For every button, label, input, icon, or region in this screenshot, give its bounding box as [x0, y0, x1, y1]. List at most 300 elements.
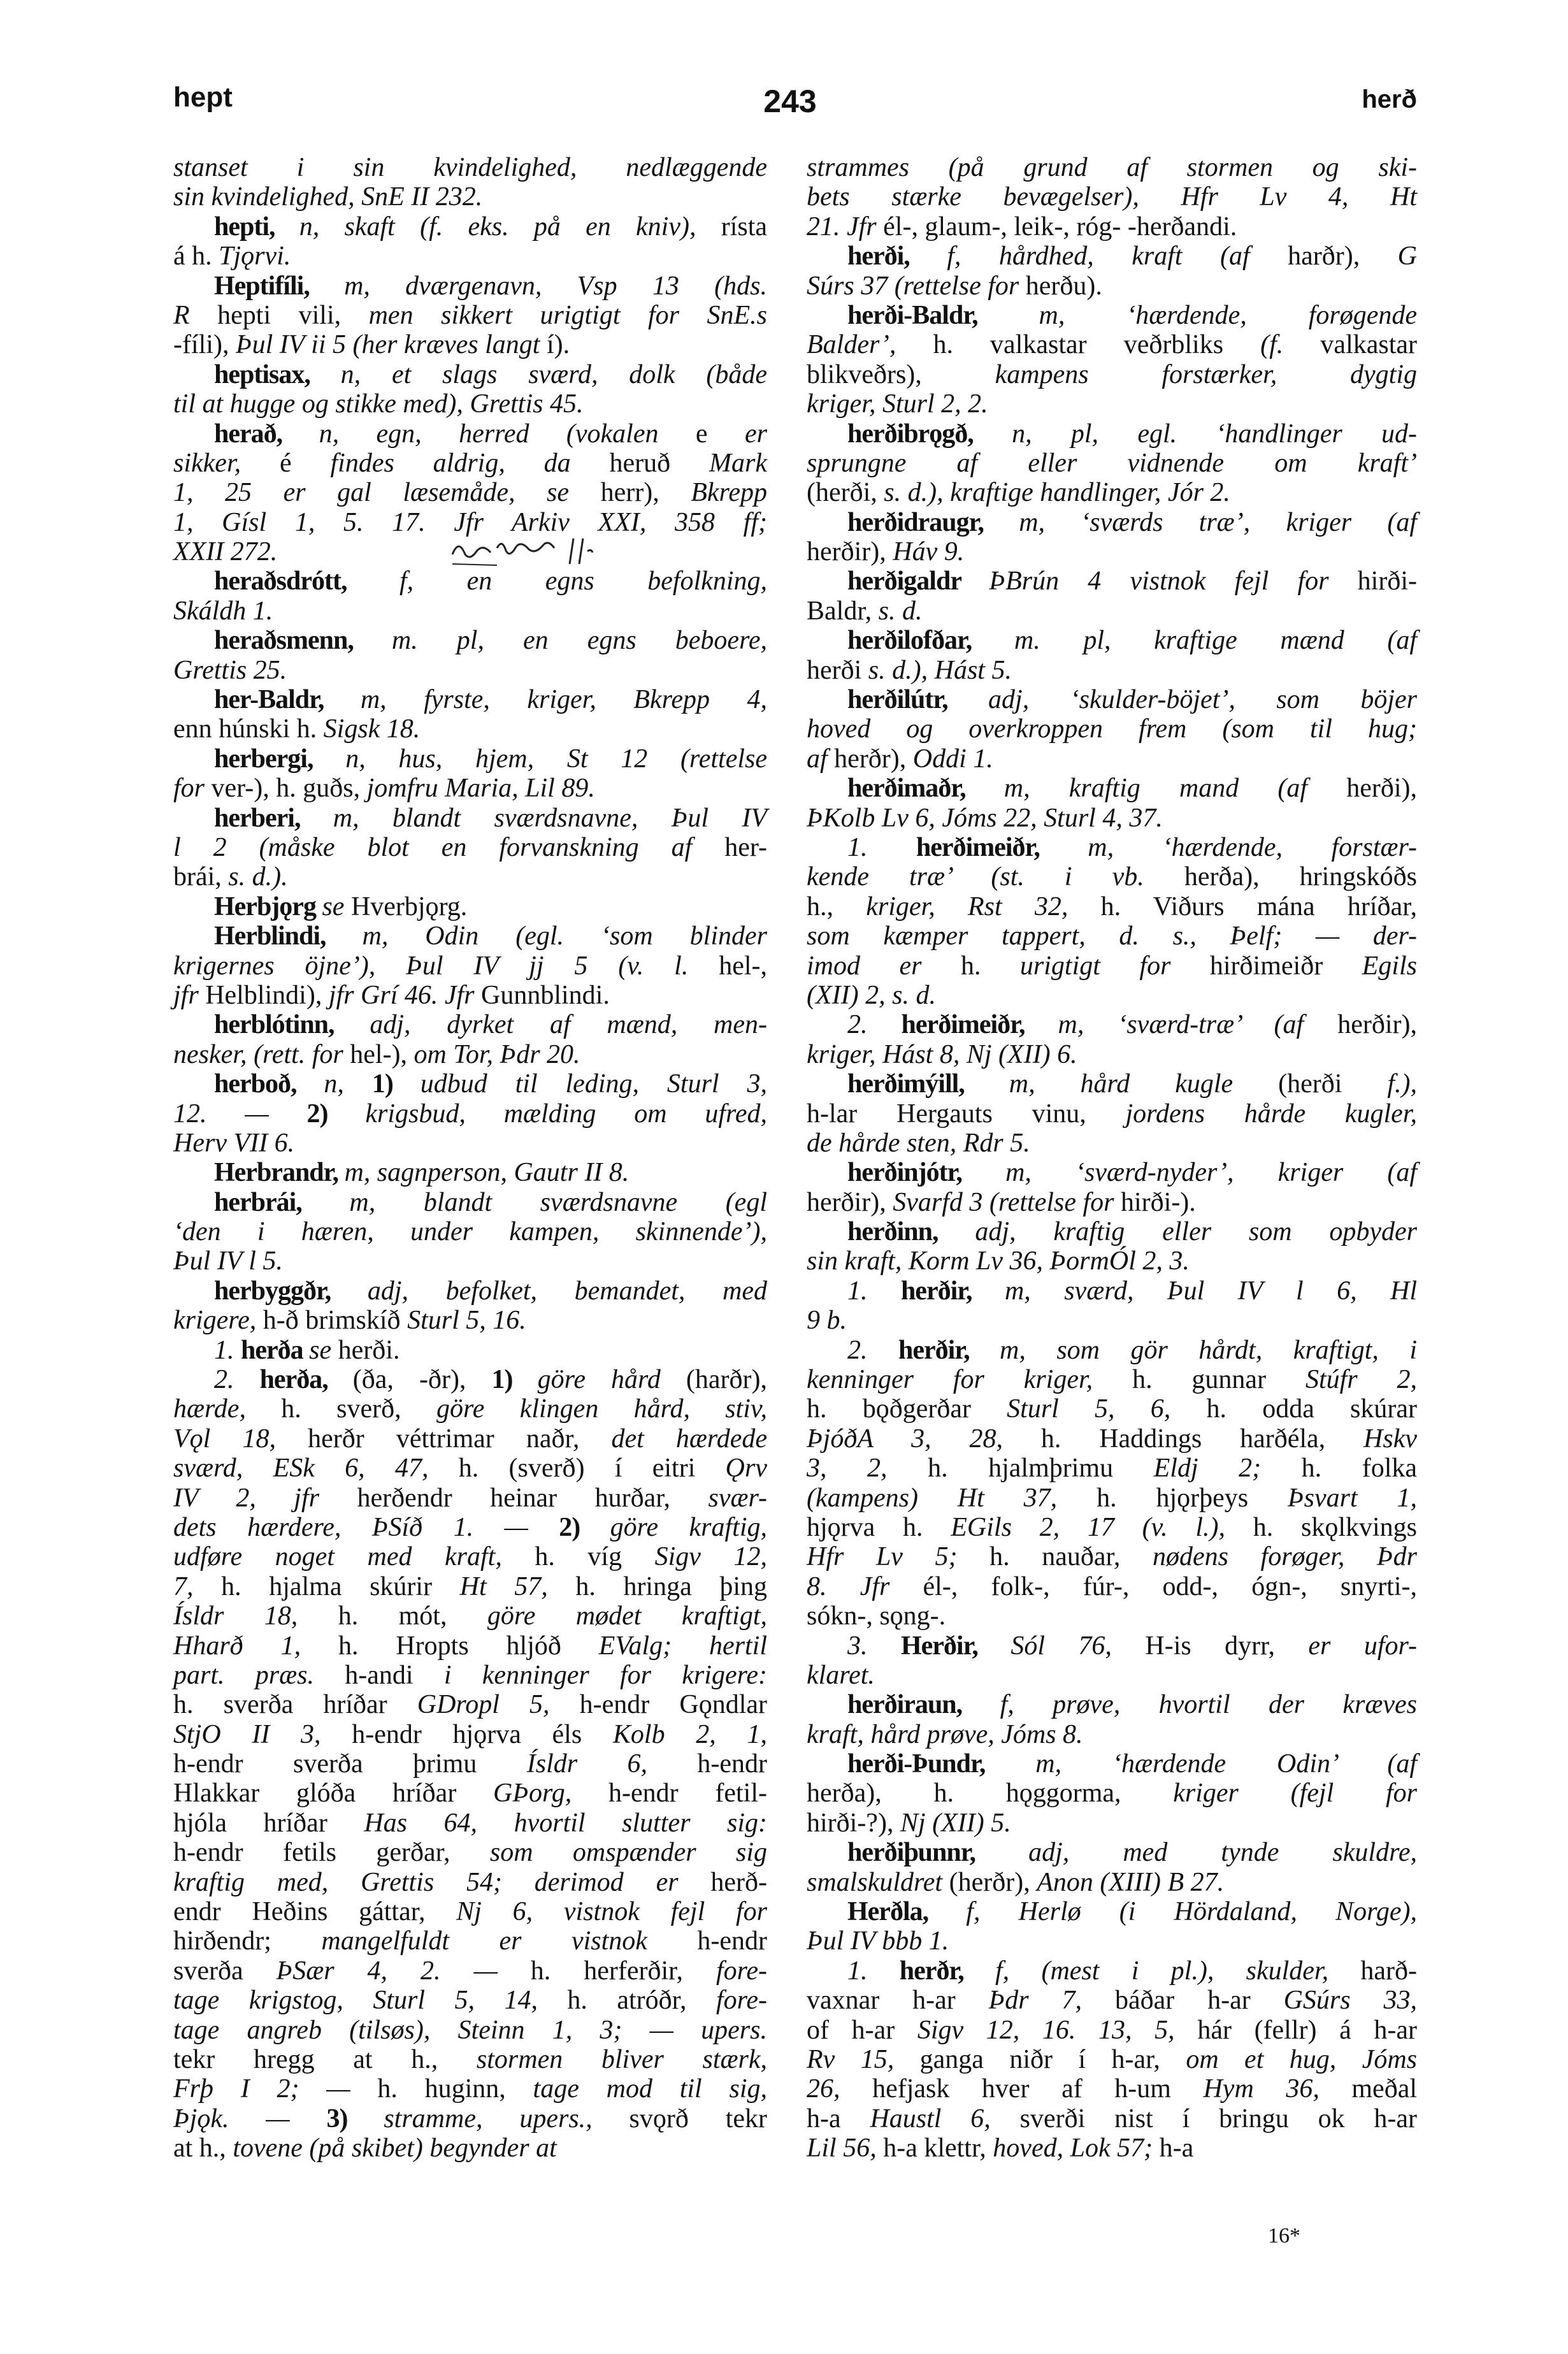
text-line	[173, 2134, 767, 2163]
dictionary-entry	[807, 1336, 1417, 1631]
entry-text: (ða, -ðr),	[352, 1365, 492, 1395]
entry-text: hár (fellr) á h-ar	[1197, 2015, 1418, 2045]
text-line	[807, 1690, 1417, 1719]
entry-text: n,	[324, 1069, 372, 1099]
headword: herði-Þundr,	[847, 1749, 1036, 1779]
entry-text: findes aldrig, da	[330, 448, 610, 478]
text-line	[807, 1010, 1417, 1039]
text-line	[807, 1188, 1417, 1217]
headword: Herðir,	[900, 1631, 1011, 1661]
dictionary-entry	[173, 685, 767, 744]
entry-text: hirði-).	[1121, 1187, 1196, 1217]
entry-text: part. præs.	[173, 1660, 345, 1690]
text-line	[173, 714, 767, 744]
entry-text: 9 b.	[807, 1306, 847, 1336]
text-line	[173, 1188, 767, 1217]
entry-text: h. Viðurs mána hríðar,	[1100, 892, 1418, 921]
entry-text: m. pl, kraftige mænd (af	[1014, 626, 1417, 656]
text-line	[807, 271, 1417, 301]
entry-text: h-endr fetils gerðar,	[173, 1838, 490, 1868]
running-head-left: hept	[173, 82, 233, 113]
text-line	[173, 271, 767, 301]
text-line	[807, 508, 1417, 537]
dictionary-entry	[173, 1010, 767, 1069]
text-line	[173, 360, 767, 389]
text-line	[807, 1720, 1417, 1749]
entry-text: adj, ‘skulder-böjet’, som böjer	[988, 685, 1417, 715]
entry-text: h-endr	[697, 1926, 767, 1956]
entry-text: h-andi	[345, 1660, 444, 1690]
entry-text: adj, med tynde skuldre,	[1028, 1838, 1417, 1868]
entry-text: Herv VII 6.	[173, 1128, 295, 1158]
dictionary-entry	[173, 1276, 767, 1336]
text-line	[807, 1926, 1417, 1956]
dictionary-entry	[173, 626, 767, 685]
page-number: 243	[763, 83, 817, 119]
dictionary-entry	[173, 804, 767, 892]
entry-text: StjO II 3,	[173, 1719, 352, 1749]
headword: herðinjótr,	[847, 1158, 1006, 1188]
text-line	[807, 182, 1417, 212]
entry-text: h. skǫlkvings	[1253, 1512, 1418, 1542]
text-line	[807, 1069, 1417, 1099]
entry-text: f, Herlø (i Hördaland, Norge),	[966, 1897, 1417, 1927]
text-line	[807, 1956, 1417, 1986]
entry-text: n, hus, hjem, St 12 (rettelse	[345, 744, 767, 774]
text-line	[173, 1246, 767, 1276]
headword: herðilofðar,	[847, 626, 1014, 656]
entry-text: GSúrs 33,	[1283, 1986, 1417, 2016]
text-line	[173, 1720, 767, 1749]
entry-text: n, egn, herred (vokalen	[319, 419, 696, 449]
text-line	[173, 1394, 767, 1424]
entry-text: sverði nist í bringu ok h-ar	[1019, 2104, 1417, 2134]
entry-text: tekr hregg at h.,	[173, 2045, 477, 2074]
entry-text: í).	[546, 330, 570, 360]
text-line	[173, 2074, 767, 2104]
entry-text: udbud til leding, Sturl 3,	[420, 1069, 767, 1099]
entry-text: f.),	[1387, 1069, 1417, 1099]
entry-text: 2.	[214, 1365, 260, 1395]
text-line	[807, 626, 1417, 655]
entry-text: Haustl 6,	[870, 2104, 1020, 2134]
entry-text: m, ‘hærdende Odin’ (af	[1035, 1749, 1417, 1779]
text-line	[173, 212, 767, 242]
entry-text: m, dværgenavn, Vsp 13 (hds.	[344, 271, 767, 301]
entry-text: h. gunnar	[1132, 1365, 1305, 1395]
text-line	[173, 1424, 767, 1454]
handwritten-annotation-icon	[446, 529, 637, 574]
headword: herðir,	[900, 1276, 1005, 1306]
entry-text: h. valkastar veðrbliks	[933, 330, 1261, 360]
text-line	[807, 921, 1417, 951]
dictionary-entry	[807, 774, 1417, 833]
text-line	[807, 981, 1417, 1010]
entry-text: m, som gör hårdt, kraftigt, i	[1000, 1335, 1417, 1365]
entry-text: tage krigstog, Sturl 5, 14,	[173, 1986, 568, 2016]
entry-text: hirðimeiðr	[1209, 951, 1362, 981]
headword: 2)	[306, 1099, 366, 1129]
entry-text: endr Heðins gáttar,	[173, 1897, 457, 1927]
entry-text: 1, Gísl 1, 5. 17. Jfr Arkiv XXI, 358 ff;	[173, 507, 767, 537]
text-line	[173, 330, 767, 359]
dictionary-entry	[173, 892, 767, 921]
entry-text: 2.	[847, 1010, 902, 1040]
text-line	[173, 389, 767, 419]
headword: herðimaðr,	[847, 774, 1004, 804]
text-line	[807, 330, 1417, 359]
headword: herbergi,	[214, 744, 346, 774]
text-line	[173, 1986, 767, 2015]
entry-text: hjǫrva h.	[807, 1512, 951, 1542]
entry-text: h. bǫðgerðar	[807, 1394, 1007, 1424]
entry-text: m, fyrste, kriger, Bkrepp 4,	[360, 685, 767, 715]
text-line	[173, 1542, 767, 1571]
entry-text: h. nauðar,	[989, 1542, 1153, 1572]
entry-text: hefjask hver af h-um	[872, 2074, 1204, 2104]
text-line	[807, 1513, 1417, 1542]
entry-text: h.,	[807, 892, 867, 921]
entry-text: h. sverð,	[281, 1394, 436, 1424]
text-line	[807, 2045, 1417, 2074]
entry-text: kenninger for kriger,	[807, 1365, 1133, 1395]
entry-text: kriger, Sturl 2, 2.	[807, 389, 988, 419]
entry-text: göre mødet kraftigt,	[487, 1601, 767, 1631]
dictionary-entry	[807, 626, 1417, 685]
text-line	[807, 1897, 1417, 1926]
dictionary-entry	[807, 1010, 1417, 1069]
entry-text: se	[309, 1335, 338, 1365]
entry-text: h-endr hjǫrva éls	[352, 1719, 613, 1749]
entry-text: 1.	[214, 1335, 241, 1365]
entry-text: EGils 2, 17 (v. l.),	[951, 1512, 1253, 1542]
text-line	[807, 862, 1417, 892]
entry-text: ver-), h. guðs,	[211, 774, 367, 804]
entry-text: f, prøve, hvortil der kræves	[1000, 1690, 1418, 1720]
entry-text: Þul IV ii 5 (her kræves langt	[235, 330, 547, 360]
text-line	[173, 1336, 767, 1365]
right-column	[807, 153, 1417, 2163]
entry-text: 1.	[847, 1276, 901, 1306]
left-column	[173, 153, 767, 2163]
text-line	[807, 951, 1417, 981]
entry-text: Skáldh 1.	[173, 596, 273, 626]
text-line	[807, 1838, 1417, 1867]
text-line	[173, 2016, 767, 2045]
text-line	[807, 1040, 1417, 1069]
dictionary-entry	[807, 1158, 1417, 1217]
entry-text: Helblindi),	[205, 980, 329, 1010]
text-line	[807, 833, 1417, 862]
headword: Herbrandr,	[214, 1158, 345, 1188]
entry-text: á h.	[173, 242, 219, 271]
entry-text: meðal	[1351, 2074, 1418, 2104]
text-line	[807, 1542, 1417, 1571]
entry-text: Hskv	[1363, 1424, 1417, 1454]
dictionary-entry	[807, 1838, 1417, 1897]
headword: herðinn,	[847, 1217, 975, 1247]
entry-text: h. sverða hríðar	[173, 1690, 417, 1720]
entry-text: h-ð brimskíð	[263, 1306, 408, 1336]
entry-text: (f.	[1260, 330, 1321, 360]
entry-text: adj, dyrket af mænd, men-	[370, 1010, 767, 1040]
headword: herbyggðr,	[214, 1276, 368, 1306]
entry-text: h. Haddings harðéla,	[1040, 1424, 1364, 1454]
text-line	[173, 656, 767, 685]
dictionary-entry	[173, 212, 767, 271]
entry-text: sin kvindelighed, SnE II 232.	[173, 182, 483, 212]
entry-text: h. mót,	[338, 1601, 487, 1631]
entry-text: XXII 272.	[173, 537, 278, 567]
entry-text: kriger, Rst 32,	[866, 892, 1101, 921]
entry-text: kraftig med, Grettis 54; derimod er	[173, 1867, 711, 1897]
entry-text: at h.,	[173, 2134, 233, 2163]
entry-text: om et hug, Jóms	[1186, 2045, 1418, 2074]
entry-text: Svarfd 3 (rettelse for	[893, 1187, 1121, 1217]
entry-text: 21. Jfr	[807, 212, 884, 242]
entry-text: 3.	[847, 1631, 901, 1661]
text-line	[807, 1779, 1417, 1808]
headword: herða	[241, 1335, 310, 1365]
entry-text: er ufor-	[1308, 1631, 1417, 1661]
dictionary-entry	[807, 1217, 1417, 1276]
entry-text: dets hærdere, ÞSíð 1. —	[173, 1512, 559, 1542]
text-line	[173, 1129, 767, 1158]
entry-text: h. Hropts hljóð	[338, 1631, 599, 1661]
entry-text: kriger (fejl for	[1173, 1779, 1417, 1809]
headword: Herbjǫrg	[214, 892, 322, 921]
entry-text: 1.	[847, 1956, 900, 1986]
text-line	[807, 242, 1417, 271]
text-line	[807, 478, 1417, 507]
entry-text: f, en egns befolkning,	[399, 567, 767, 596]
entry-text: ÞSær 4, 2. —	[276, 1956, 531, 1986]
entry-text: jfr Grí 46. Jfr	[328, 980, 482, 1010]
entry-text: Hharð 1,	[173, 1631, 338, 1661]
entry-text: hirðendr;	[173, 1926, 322, 1956]
entry-text: m. pl, en egns beboere,	[391, 626, 767, 656]
entry-text: Sigv 12, 16. 13, 5,	[917, 2015, 1198, 2045]
entry-text: 12. —	[173, 1099, 307, 1129]
entry-text: f, hårdhed, kraft (af	[947, 242, 1288, 271]
entry-text: h. hjalmþrimu	[928, 1454, 1154, 1484]
entry-text: blikveðrs),	[807, 359, 995, 389]
entry-text: Grettis 25.	[173, 655, 287, 685]
entry-text: 7,	[173, 1571, 222, 1601]
entry-text: Mark	[709, 448, 767, 478]
text-line	[807, 774, 1417, 803]
text-line	[173, 301, 767, 330]
text-line	[807, 2104, 1417, 2134]
entry-text: tovene (på skibet) begynder at	[233, 2134, 557, 2163]
text-line	[807, 1809, 1417, 1838]
headword: herðiþunnr,	[847, 1838, 1029, 1868]
entry-text: Vǫl 18,	[173, 1424, 308, 1454]
entry-text: svǫrð tekr	[629, 2104, 767, 2134]
dictionary-entry	[807, 1690, 1417, 1749]
entry-text: sverða	[173, 1956, 277, 1986]
text-line	[807, 153, 1417, 182]
text-line	[173, 1069, 767, 1099]
dictionary-entry	[173, 1188, 767, 1276]
headword: herði-Baldr,	[847, 300, 1039, 330]
entry-text: herð-	[710, 1867, 767, 1897]
text-line	[173, 1306, 767, 1335]
text-line	[807, 567, 1417, 596]
entry-text: é	[279, 448, 331, 478]
entry-text: h. odda skúrar	[1206, 1394, 1417, 1424]
entry-text: m, blandt sværdsnavne (egl	[349, 1187, 767, 1217]
entry-text: m, ‘sværd-træ’ (af	[1058, 1010, 1338, 1040]
entry-text: m, hård kugle	[1009, 1069, 1279, 1099]
entry-text: Kolb 2, 1,	[612, 1719, 767, 1749]
headword: herðimýill,	[847, 1069, 1009, 1099]
entry-text: krigsbud, mælding om ufred,	[365, 1099, 767, 1129]
entry-text: R	[173, 300, 218, 330]
entry-text: af	[807, 744, 835, 774]
dictionary-entry	[807, 685, 1417, 774]
entry-text: báðar h-ar	[1114, 1986, 1284, 2016]
text-line	[173, 1513, 767, 1542]
entry-text: klaret.	[807, 1660, 875, 1690]
entry-text: Hlakkar glóða hríðar	[173, 1779, 494, 1809]
text-line	[807, 1661, 1417, 1690]
dictionary-entry	[173, 1069, 767, 1158]
entry-text: h. hjalma skúrir	[221, 1571, 460, 1601]
text-line	[807, 212, 1417, 242]
text-line	[173, 744, 767, 774]
entry-text: s. d.), Hást 5.	[868, 655, 1012, 685]
entry-text: ‘den i hæren, under kampen, skinnende’),	[173, 1217, 767, 1247]
entry-text: Tjǫrvi.	[219, 242, 291, 271]
text-line	[173, 1868, 767, 1897]
entry-text: m, ‘sværds træ’, kriger (af	[1019, 507, 1417, 537]
entry-text: rísta	[721, 212, 768, 242]
text-line	[173, 892, 767, 921]
dictionary-entry	[173, 744, 767, 804]
entry-text: kraft, hård prøve, Jóms 8.	[807, 1719, 1083, 1749]
entry-text: Anon (XIII) B 27.	[1037, 1867, 1225, 1897]
text-line	[173, 951, 767, 981]
text-line	[807, 1454, 1417, 1483]
entry-text: herðir),	[1337, 1010, 1417, 1040]
entry-text: heruð	[609, 448, 710, 478]
text-line	[173, 1838, 767, 1867]
text-line	[173, 774, 767, 803]
text-line	[807, 2074, 1417, 2104]
entry-text: of h-ar	[807, 2015, 917, 2045]
entry-text: h. huginn,	[377, 2074, 533, 2104]
dictionary-entry	[807, 1631, 1417, 1691]
entry-text: tage mod til sig,	[533, 2074, 767, 2104]
text-line	[173, 242, 767, 271]
entry-text: m, ‘hærdende, forstær-	[1088, 832, 1417, 862]
entry-text: jordens hårde kugler,	[1125, 1099, 1417, 1129]
dictionary-entry	[807, 1956, 1417, 2163]
entry-text: svær-	[708, 1483, 767, 1513]
entry-text: nødens forøger, Þdr	[1152, 1542, 1417, 1572]
text-line	[807, 1276, 1417, 1306]
text-line	[173, 1897, 767, 1926]
entry-text: som kæmper tappert, d. s., Þelf; — der-	[807, 921, 1417, 951]
entry-text: h.	[960, 951, 1020, 981]
dictionary-entry	[173, 1158, 767, 1187]
entry-text: se	[322, 892, 351, 921]
headword: herðigaldr	[847, 567, 989, 596]
entry-text: sin kraft, Korm Lv 36, ÞormÓl 2, 3.	[807, 1246, 1190, 1276]
entry-text: Nj 6, vistnok fejl for	[456, 1897, 767, 1927]
entry-text: strammes (på grund af stormen og ski-	[807, 153, 1417, 182]
headword: herbrái,	[214, 1187, 350, 1217]
entry-text: valkastar	[1320, 330, 1418, 360]
entry-text: brái,	[173, 862, 229, 892]
entry-text: krigere,	[173, 1306, 263, 1336]
entry-text: n, et slags sværd, dolk (både	[340, 359, 767, 389]
entry-text: h. folka	[1301, 1454, 1418, 1484]
dictionary-entry	[807, 833, 1417, 1010]
entry-text: Gunnblindi.	[481, 980, 610, 1010]
entry-text: herr),	[600, 478, 691, 508]
text-line	[173, 1601, 767, 1631]
entry-text: krigernes öjne’), Þul IV jj 5 (v. l.	[173, 951, 719, 981]
text-line	[173, 1454, 767, 1483]
text-line	[807, 1394, 1417, 1424]
entry-text: urigtigt for	[1019, 951, 1210, 981]
entry-text: h. (sverð) í eitri	[458, 1454, 726, 1484]
entry-text: herði.	[338, 1335, 400, 1365]
entry-text: göre klingen hård, stiv,	[436, 1394, 767, 1424]
entry-text: (kampens) Ht 37,	[807, 1483, 1097, 1513]
entry-text: men sikkert urigtigt for SnE.s	[368, 300, 767, 330]
dictionary-entry	[807, 153, 1417, 242]
text-line	[807, 301, 1417, 330]
entry-text: Bkrepp	[691, 478, 767, 508]
text-line	[807, 1986, 1417, 2015]
entry-text: Hverbjǫrg.	[350, 892, 468, 921]
text-line	[173, 685, 767, 714]
entry-text: h-endr fetil-	[608, 1779, 767, 1809]
entry-text: kende træ’ (st. i vb.	[807, 862, 1184, 892]
text-line	[807, 537, 1417, 567]
text-line	[173, 1809, 767, 1838]
entry-text: hoved, Lok 57;	[993, 2134, 1160, 2163]
entry-text: hel-,	[719, 951, 767, 981]
text-line	[173, 1956, 767, 1986]
entry-text: bets stærke bevægelser), Hfr Lv 4, Ht	[807, 182, 1417, 212]
entry-text: GÞorg,	[493, 1779, 609, 1809]
text-line	[807, 596, 1417, 626]
entry-text: fore-	[716, 1956, 768, 1986]
entry-text: smalskuldret	[807, 1867, 949, 1897]
text-line	[807, 1365, 1417, 1394]
text-line	[173, 1040, 767, 1069]
entry-text: Ǫrv	[725, 1454, 767, 1484]
entry-text: él-, glaum-, leik-, róg- -herðandi.	[883, 212, 1237, 242]
text-line	[807, 360, 1417, 389]
entry-text: herðendr heinar hurðar,	[357, 1483, 708, 1513]
entry-text: de hårde sten, Rdr 5.	[807, 1128, 1030, 1158]
entry-text: Ísldr 18,	[173, 1601, 338, 1631]
entry-text: (herði	[1278, 1069, 1388, 1099]
entry-text: IV 2, jfr	[173, 1483, 357, 1513]
headword: 1)	[491, 1365, 538, 1395]
entry-text: s. d.	[878, 596, 923, 626]
entry-text: Lil 56,	[807, 2134, 884, 2163]
entry-text: hjóla hríðar	[173, 1808, 364, 1838]
entry-text: tage angreb (tilsøs), Steinn 1, 3; — upers.	[173, 2015, 767, 2045]
entry-text: Hfr Lv 5;	[807, 1542, 990, 1572]
dictionary-entry	[807, 1749, 1417, 1838]
